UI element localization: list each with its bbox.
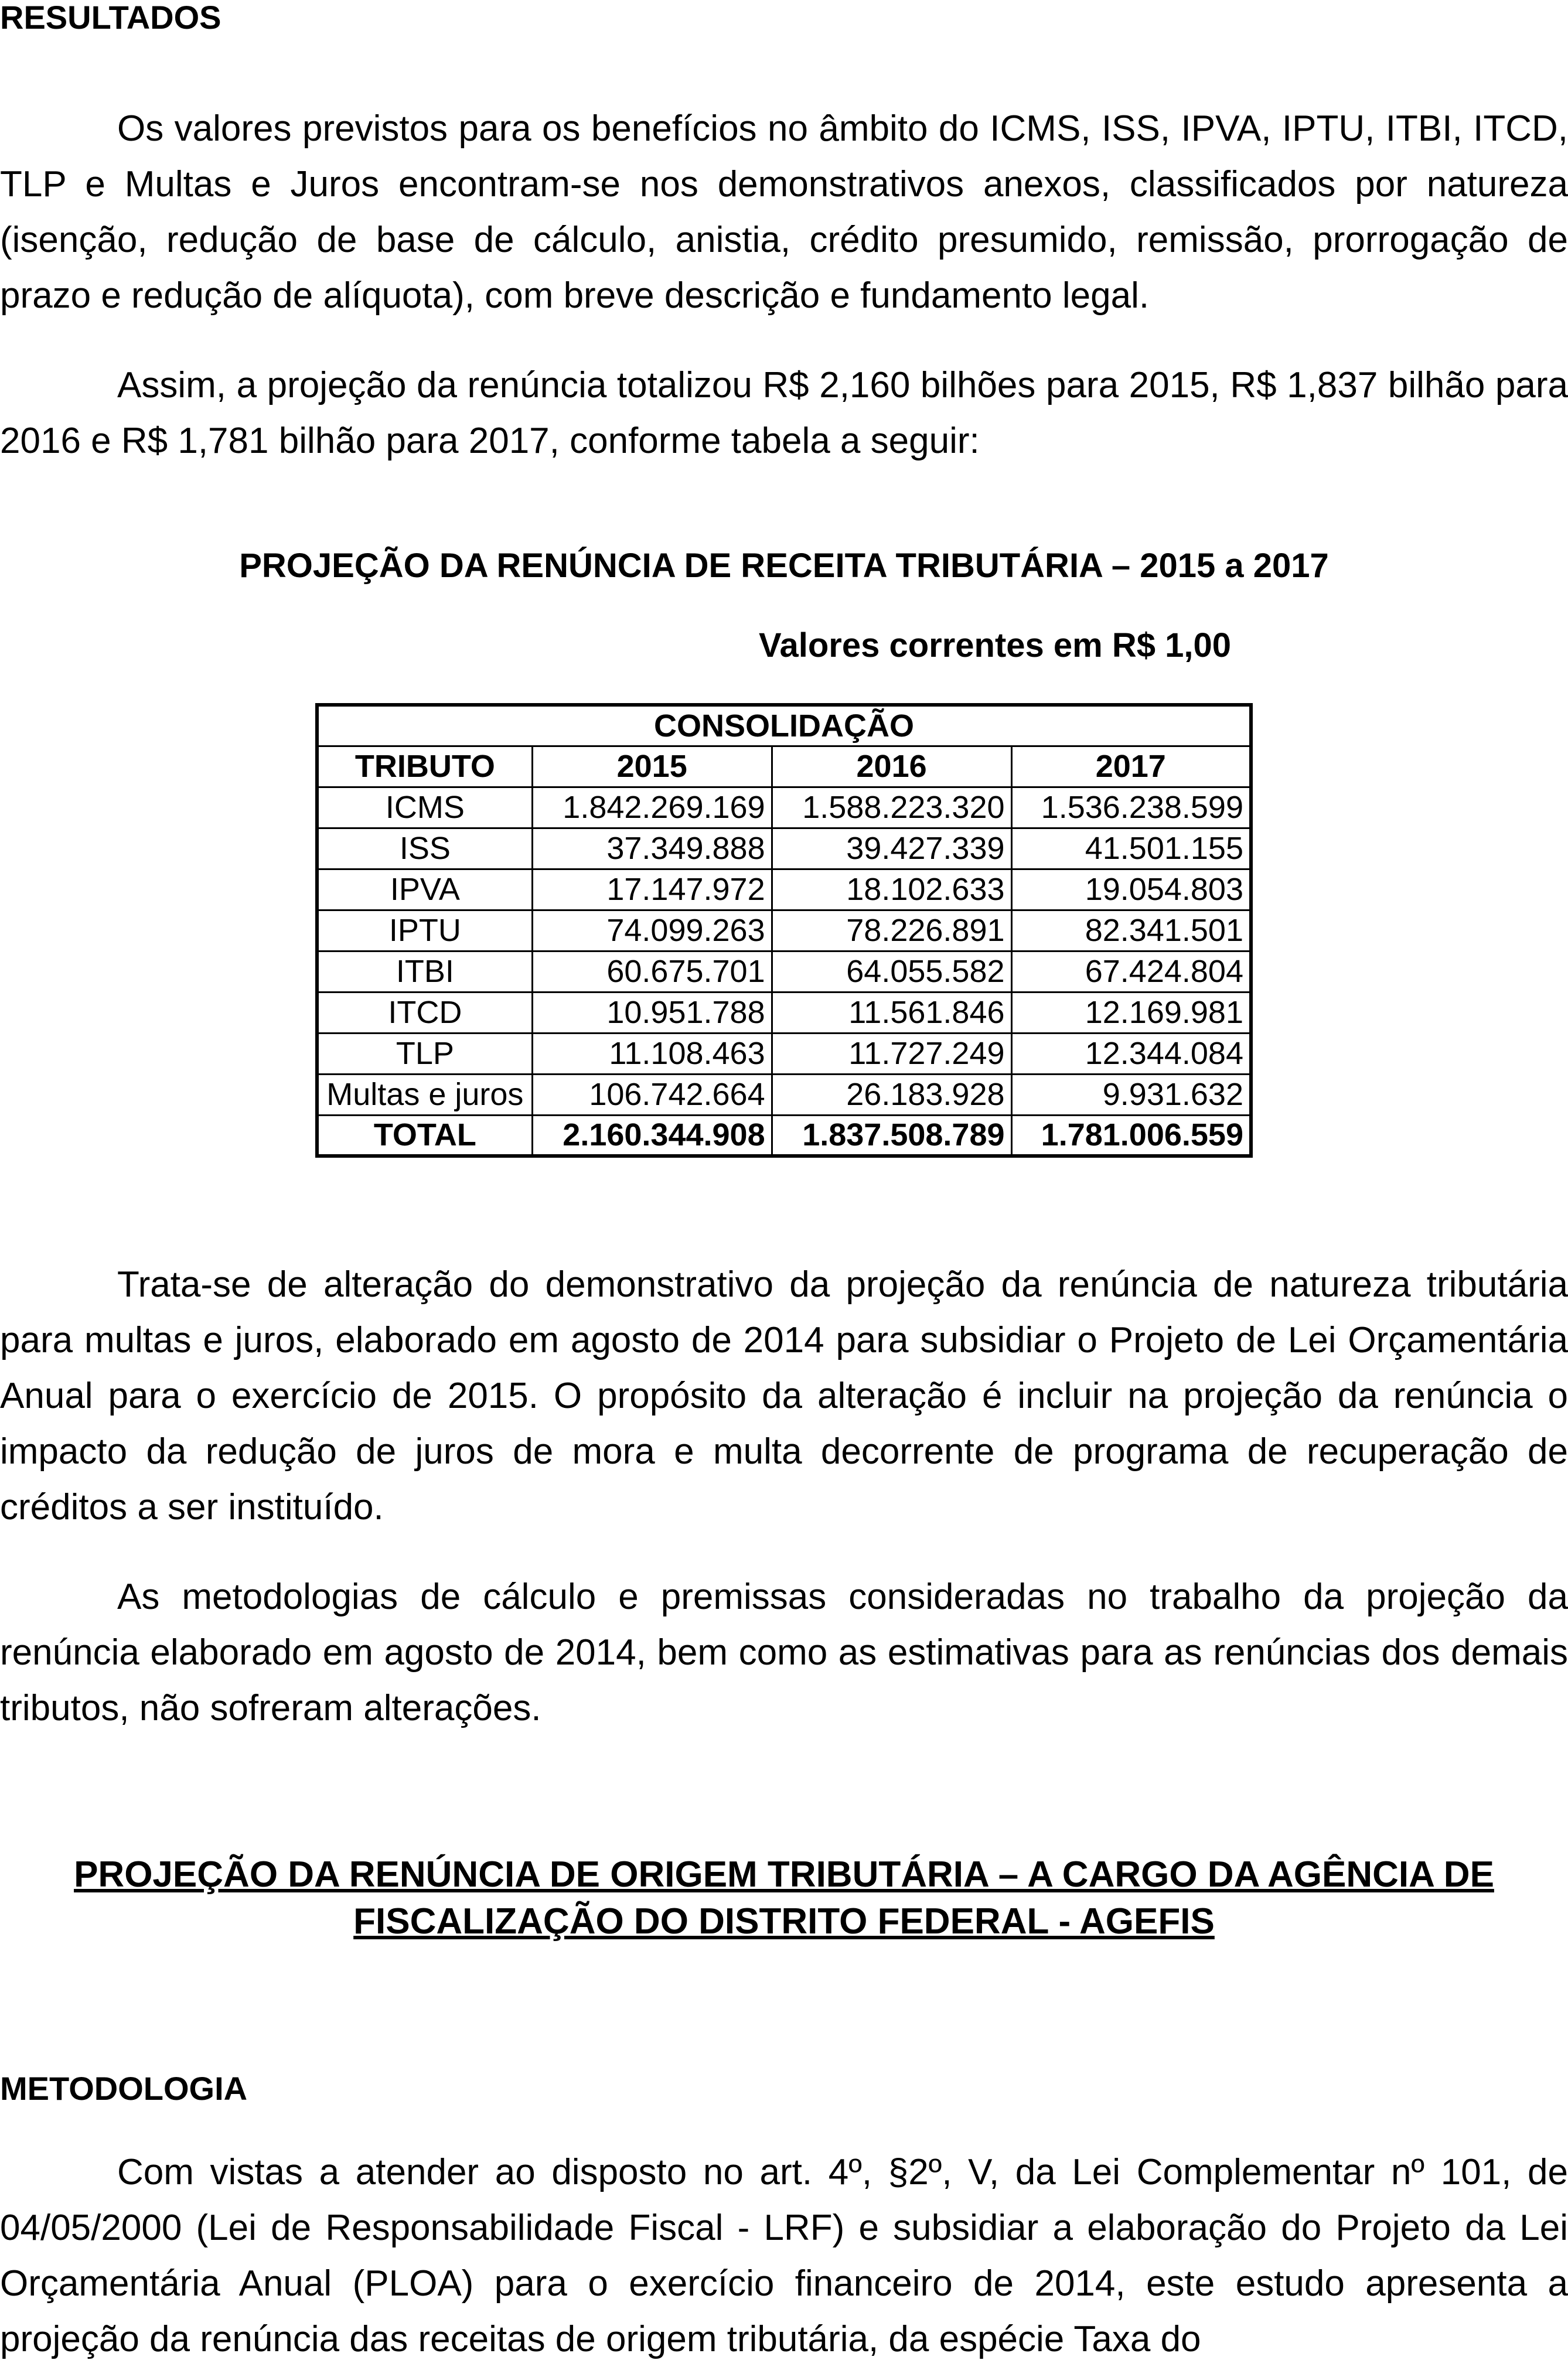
cell-2017: 12.344.084: [1011, 1033, 1251, 1074]
cell-2017: 19.054.803: [1011, 869, 1251, 910]
table-row: [317, 992, 1251, 1033]
table-row: [317, 910, 1251, 951]
cell-2017: 1.536.238.599: [1011, 787, 1251, 828]
cell-total-2017: 1.781.006.559: [1011, 1115, 1251, 1156]
cell-2015: 106.742.664: [532, 1074, 772, 1115]
cell-2016: 1.588.223.320: [772, 787, 1011, 828]
cell-2017: 82.341.501: [1011, 910, 1251, 951]
cell-2016: 39.427.339: [772, 828, 1011, 869]
table-row: [317, 869, 1251, 910]
column-header-tributo: TRIBUTO: [317, 746, 532, 787]
cell-tributo: TLP: [317, 1033, 532, 1074]
paragraph-lrf: Com vistas a atender ao disposto no art. 4º, §2º, V, da Lei Complementar nº 101, de 04/05/2000 (Lei de Responsabilidade Fiscal - LRF) e subsidiar a elaboração do Projeto da Lei Orçamentária Anual (PLOA) para o exercício financeiro de 2014, este estudo apresenta a projeção da renúncia das receitas de origem tributária, da espécie Taxa do: [0, 2152, 1568, 2359]
cell-tributo: ITCD: [317, 992, 532, 1033]
table-row: [317, 828, 1251, 869]
cell-2015: 11.108.463: [532, 1033, 772, 1074]
paragraph-metodologias: As metodologias de cálculo e premissas consideradas no trabalho da projeção da renúncia elaborado em agosto de 2014, bem como as estimativas para as renúncias dos demais tributos, não sofreram alterações.: [0, 1577, 1568, 1728]
cell-2016: 11.561.846: [772, 992, 1011, 1033]
cell-tributo: IPVA: [317, 869, 532, 910]
table-units: Valores correntes em R$ 1,00: [758, 626, 1231, 664]
cell-2015: 74.099.263: [532, 910, 772, 951]
cell-2017: 41.501.155: [1011, 828, 1251, 869]
table-row: [317, 1074, 1251, 1115]
column-header-2017: 2017: [1011, 746, 1251, 787]
cell-2016: 64.055.582: [772, 951, 1011, 992]
cell-tributo: Multas e juros: [317, 1074, 532, 1115]
table-group-header: CONSOLIDAÇÃO: [317, 705, 1251, 746]
cell-2016: 11.727.249: [772, 1033, 1011, 1074]
cell-tributo: ICMS: [317, 787, 532, 828]
cell-tributo: ISS: [317, 828, 532, 869]
paragraph-alteracao: Trata-se de alteração do demonstrativo da projeção da renúncia de natureza tributária para multas e juros, elaborado em agosto de 2014 para subsidiar o Projeto de Lei Orçamentária Anual para o exercício de 2015. O propósito da alteração é incluir na projeção da renúncia o impacto da redução de juros de mora e multa decorrente de programa de recuperação de créditos a ser instituído.: [0, 1264, 1568, 1527]
column-header-2015: 2015: [532, 746, 772, 787]
table-title: PROJEÇÃO DA RENÚNCIA DE RECEITA TRIBUTÁRIA – 2015 a 2017: [239, 547, 1329, 585]
cell-total-label: TOTAL: [317, 1115, 532, 1156]
cell-2016: 78.226.891: [772, 910, 1011, 951]
section-title-line-2: FISCALIZAÇÃO DO DISTRITO FEDERAL - AGEFIS: [353, 1901, 1215, 1942]
table-row: [317, 1033, 1251, 1074]
heading-resultados: RESULTADOS: [0, 0, 221, 36]
paragraph-projecao-total: Assim, a projeção da renúncia totalizou R$ 2,160 bilhões para 2015, R$ 1,837 bilhão para 2016 e R$ 1,781 bilhão para 2017, conforme tabela a seguir:: [0, 365, 1568, 461]
cell-2015: 17.147.972: [532, 869, 772, 910]
column-header-2016: 2016: [772, 746, 1011, 787]
table-total-row: [317, 1115, 1251, 1156]
cell-2017: 12.169.981: [1011, 992, 1251, 1033]
paragraph-beneficios: Os valores previstos para os benefícios no âmbito do ICMS, ISS, IPVA, IPTU, ITBI, ITCD, TLP e Multas e Juros encontram-se nos demonstrativos anexos, classificados por natureza (isenção, redução de base de cálculo, anistia, crédito presumido, remissão, prorrogação de prazo e redução de alíquota), com breve descrição e fundamento legal.: [0, 108, 1568, 316]
cell-2015: 1.842.269.169: [532, 787, 772, 828]
cell-total-2016: 1.837.508.789: [772, 1115, 1011, 1156]
table-row: [317, 951, 1251, 992]
renuncia-table: [315, 703, 1253, 1158]
cell-tributo: IPTU: [317, 910, 532, 951]
cell-2017: 67.424.804: [1011, 951, 1251, 992]
cell-tributo: ITBI: [317, 951, 532, 992]
heading-metodologia: METODOLOGIA: [0, 2070, 248, 2107]
cell-2015: 37.349.888: [532, 828, 772, 869]
cell-2016: 18.102.633: [772, 869, 1011, 910]
cell-total-2015: 2.160.344.908: [532, 1115, 772, 1156]
table-row: [317, 787, 1251, 828]
cell-2015: 60.675.701: [532, 951, 772, 992]
cell-2015: 10.951.788: [532, 992, 772, 1033]
cell-2016: 26.183.928: [772, 1074, 1011, 1115]
section-title-line-1: PROJEÇÃO DA RENÚNCIA DE ORIGEM TRIBUTÁRIA – A CARGO DA AGÊNCIA DE: [74, 1854, 1494, 1895]
cell-2017: 9.931.632: [1011, 1074, 1251, 1115]
